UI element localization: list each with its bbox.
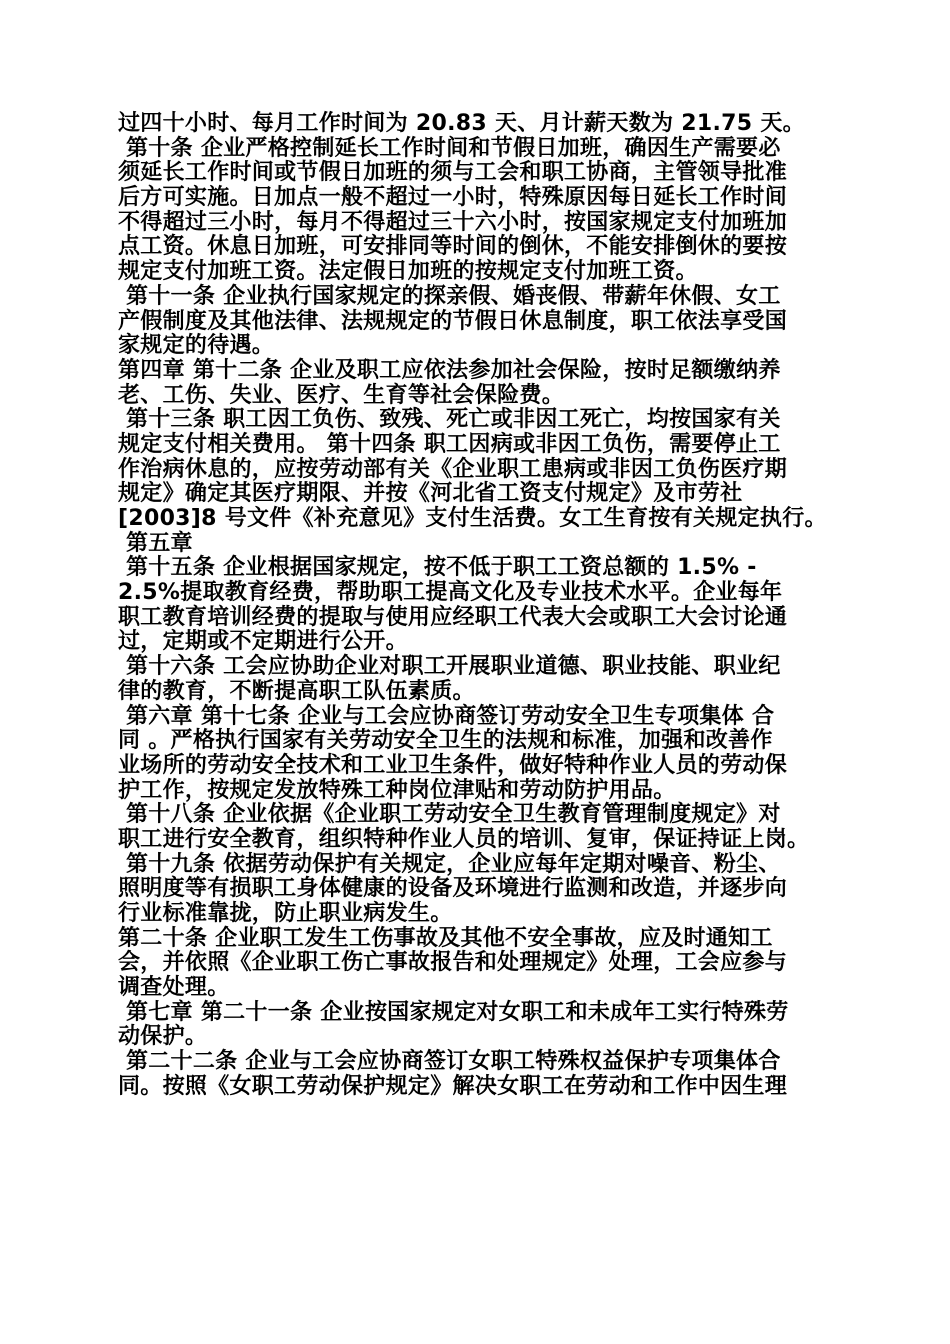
document-line: 第四章 第十二条 企业及职工应依法参加社会保险，按时足额缴纳养: [118, 357, 781, 383]
document-line: 规定支付相关费用。 第十四条 职工因病或非因工负伤，需要停止工: [118, 431, 781, 457]
document-line: 不得超过三小时，每月不得超过三十六小时，按国家规定支付加班加: [118, 209, 788, 235]
document-line: 家规定的待遇。: [118, 333, 275, 359]
document-line: 过四十小时、每月工作时间为 20.83 天、月计薪天数为 21.75 天。: [118, 111, 805, 136]
document-line: 调查处理。: [118, 975, 230, 1001]
document-line: 第二十二条 企业与工会应协商签订女职工特殊权益保护专项集体合: [118, 1049, 781, 1075]
document-line: 职工教育培训经费的提取与使用应经职工代表大会或职工大会讨论通: [118, 604, 788, 630]
document-line: 第六章 第十七条 企业与工会应协商签订劳动安全卫生专项集体 合: [118, 703, 775, 729]
document-line: 行业标准靠拢，防止职业病发生。: [118, 901, 453, 926]
document-line: 点工资。休息日加班，可安排同等时间的倒休，不能安排倒休的要按: [118, 234, 788, 260]
document-line: 第十条 企业严格控制延长工作时间和节假日加班，确因生产需要必: [118, 135, 781, 161]
document-line: 第二十条 企业职工发生工伤事故及其他不安全事故，应及时通知工: [118, 925, 773, 951]
document-line: 第五章: [118, 530, 193, 556]
document-line: 后方可实施。日加点一般不超过一小时，特殊原因每日延长工作时间: [118, 185, 788, 211]
document-line: 规定支付加班工资。法定假日加班的按规定支付加班工资。: [118, 259, 698, 285]
document-line: 作治病休息的，应按劳动部有关《企业职工患病或非因工负伤医疗期: [118, 456, 788, 482]
document-line: 须延长工作时间或节假日加班的须与工会和职工协商，主管领导批准: [118, 160, 788, 186]
document-line: 第十八条 企业依据《企业职工劳动安全卫生教育管理制度规定》对: [118, 802, 781, 828]
document-line: 过，定期或不定期进行公开。: [118, 629, 408, 655]
document-line: 照明度等有损职工身体健康的设备及环境进行监测和改造，并逐步向: [118, 876, 788, 902]
document-line: 动保护。: [118, 1024, 208, 1050]
document-line: 会，并依照《企业职工伤亡事故报告和处理规定》处理，工会应参与: [118, 950, 788, 976]
document-line: 同。按照《女职工劳动保护规定》解决女职工在劳动和工作中因生理: [118, 1073, 788, 1099]
document-line: 规定》确定其医疗期限、并按《河北省工资支付规定》及市劳社: [118, 481, 743, 507]
document-line: 业场所的劳动安全技术和工业卫生条件，做好特种作业人员的劳动保: [118, 752, 788, 778]
document-line: 第十一条 企业执行国家规定的探亲假、婚丧假、带薪年休假、女工: [118, 283, 781, 309]
document-line: [2003]8 号文件《补充意见》支付生活费。女工生育按有关规定执行。: [118, 506, 827, 531]
document-line: 第十六条 工会应协助企业对职工开展职业道德、职业技能、职业纪: [118, 654, 781, 680]
document-line: 2.5%提取教育经费，帮助职工提高文化及专业技术水平。企业每年: [118, 580, 783, 606]
document-line: 第十五条 企业根据国家规定，按不低于职工工资总额的 1.5% -: [118, 555, 757, 581]
document-line: 职工进行安全教育，组织特种作业人员的培训、复审，保证持证上岗。: [118, 826, 810, 852]
document-line: 律的教育，不断提高职工队伍素质。: [118, 678, 475, 704]
document-line: 同 。严格执行国家有关劳动安全卫生的法规和标准，加强和改善作: [118, 728, 773, 754]
document-line: 第十九条 依据劳动保护有关规定，企业应每年定期对噪音、粉尘、: [118, 851, 781, 877]
document-line: 第七章 第二十一条 企业按国家规定对女职工和未成年工实行特殊劳: [118, 999, 789, 1025]
document-line: 护工作，按规定发放特殊工种岗位津贴和劳动防护用品。: [118, 777, 676, 803]
document-line: 第十三条 职工因工负伤、致残、死亡或非因工死亡，均按国家有关: [118, 407, 781, 433]
document-body: [118, 112, 848, 1100]
document-line: 老、工伤、失业、医疗、生育等社会保险费。: [118, 382, 565, 408]
document-line: 产假制度及其他法律、法规规定的节假日休息制度，职工依法享受国: [118, 308, 788, 334]
